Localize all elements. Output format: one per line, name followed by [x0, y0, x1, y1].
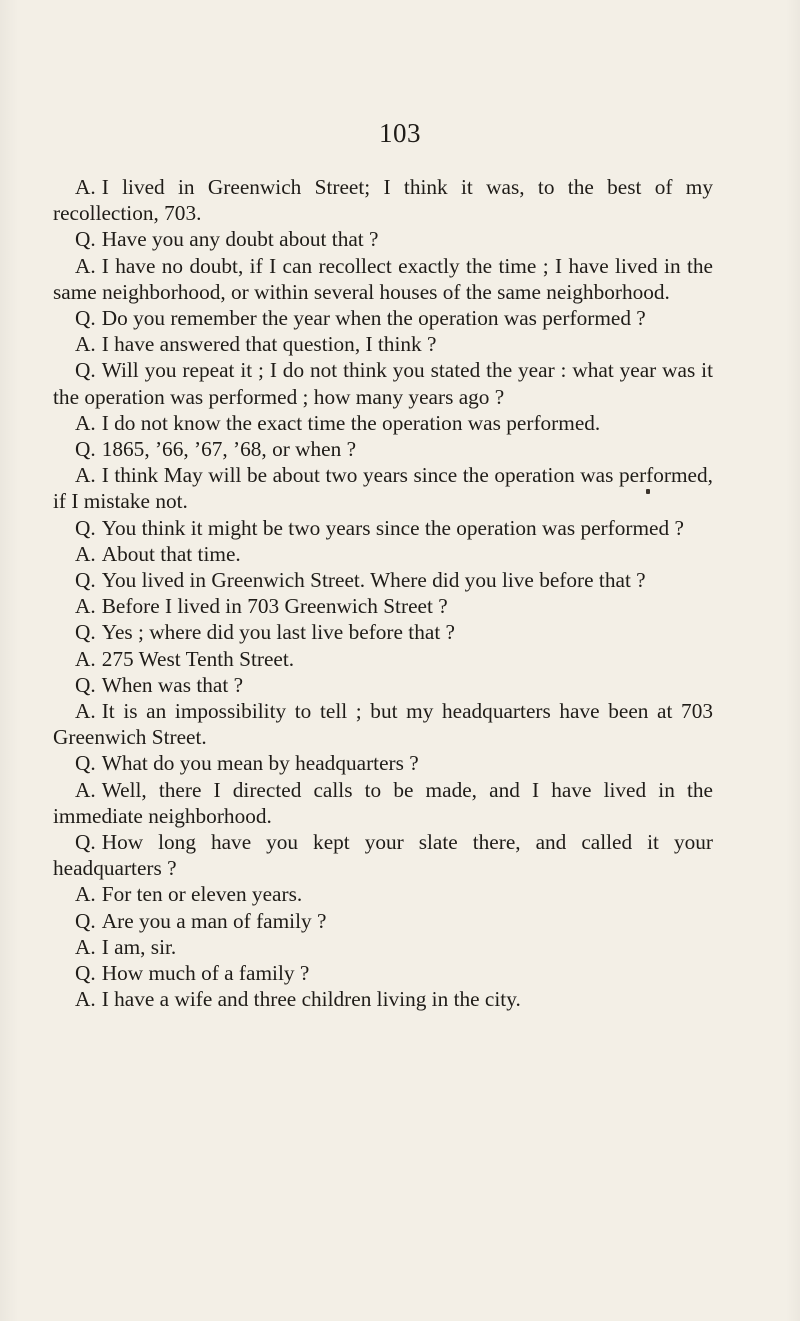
testimony-paragraph: [53, 462, 713, 514]
speaker-label: Q.: [75, 437, 96, 462]
testimony-paragraph: [53, 934, 713, 960]
speaker-label: A.: [75, 777, 96, 802]
print-mark: [646, 489, 650, 494]
testimony-paragraph: [53, 357, 713, 409]
testimony-paragraph: [53, 646, 713, 672]
speaker-label: Q.: [75, 227, 96, 252]
speaker-label: Q.: [75, 568, 96, 593]
paragraph-text: I am, sir.: [101, 934, 177, 959]
paragraph-text: How long have you kept your slate there, and called it your headquarters ?: [53, 830, 713, 881]
paragraph-text: Have you any doubt about that ?: [101, 227, 379, 252]
testimony-paragraph: [53, 960, 713, 986]
testimony-paragraph: [53, 331, 713, 357]
paragraph-text: Are you a man of family ?: [101, 908, 327, 933]
speaker-label: A.: [75, 541, 96, 566]
speaker-label: Q.: [75, 908, 96, 933]
speaker-label: A.: [75, 332, 96, 357]
testimony-paragraph: [53, 541, 713, 567]
paragraph-text: You think it might be two years since the operation was performed ?: [101, 515, 684, 540]
paragraph-text: I do not know the exact time the operation was performed.: [101, 410, 601, 435]
paragraph-text: I have answered that question, I think ?: [101, 332, 437, 357]
testimony-paragraph: [53, 436, 713, 462]
testimony-paragraph: [53, 567, 713, 593]
speaker-label: A.: [75, 175, 96, 199]
paragraph-text: How much of a family ?: [101, 961, 310, 986]
testimony-paragraph: [53, 619, 713, 645]
testimony-paragraph: [53, 515, 713, 541]
speaker-label: A.: [75, 934, 96, 959]
speaker-label: Q.: [75, 672, 96, 697]
paragraph-text: Before I lived in 703 Greenwich Street ?: [101, 594, 448, 619]
speaker-label: A.: [75, 594, 96, 619]
speaker-label: Q.: [75, 358, 96, 383]
testimony-paragraph: [53, 829, 713, 881]
paragraph-text: I have no doubt, if I can recollect exactly the time ; I have lived in the same neighborhood, or within several houses of the same neighborhood.: [53, 253, 713, 304]
testimony-paragraph: [53, 174, 713, 226]
speaker-label: A.: [75, 987, 96, 1012]
paragraph-text: I think May will be about two years since the operation was performed, if I mistake not.: [53, 463, 713, 514]
testimony-paragraph: [53, 672, 713, 698]
paragraph-text: 275 West Tenth Street.: [101, 646, 295, 671]
speaker-label: A.: [75, 410, 96, 435]
paragraph-text: It is an impossibility to tell ; but my headquarters have been at 703 Greenwich Street.: [53, 699, 713, 750]
testimony-paragraph: [53, 881, 713, 907]
speaker-label: A.: [75, 699, 96, 724]
speaker-label: A.: [75, 463, 96, 488]
testimony-paragraph: [53, 593, 713, 619]
speaker-label: A.: [75, 882, 96, 907]
testimony-paragraph: [53, 750, 713, 776]
speaker-label: Q.: [75, 751, 96, 776]
testimony-paragraph: [53, 777, 713, 829]
testimony-paragraph: [53, 986, 713, 1012]
speaker-label: Q.: [75, 306, 96, 331]
paragraph-text: I lived in Greenwich Street; I think it was, to the best of my recollection, 703.: [53, 175, 713, 226]
paragraph-text: When was that ?: [101, 672, 244, 697]
speaker-label: Q.: [75, 830, 96, 855]
paragraph-text: For ten or eleven years.: [101, 882, 303, 907]
paragraph-text: Will you repeat it ; I do not think you stated the year : what year was it the operation was performed ; how many years ago ?: [53, 358, 713, 409]
testimony-paragraph: [53, 305, 713, 331]
speaker-label: Q.: [75, 620, 96, 645]
paragraph-text: Well, there I directed calls to be made, and I have lived in the immediate neighborhood.: [53, 777, 713, 828]
paragraph-text: What do you mean by headquarters ?: [101, 751, 419, 776]
testimony-paragraph: [53, 908, 713, 934]
paragraph-text: You lived in Greenwich Street. Where did you live before that ?: [101, 568, 646, 593]
testimony-paragraph: [53, 226, 713, 252]
testimony-paragraph: [53, 253, 713, 305]
testimony-paragraph: [53, 698, 713, 750]
paragraph-text: I have a wife and three children living in the city.: [101, 987, 521, 1012]
speaker-label: A.: [75, 646, 96, 671]
testimony-paragraph: [53, 410, 713, 436]
paragraph-text: About that time.: [101, 541, 241, 566]
speaker-label: Q.: [75, 515, 96, 540]
page-number: 103: [379, 118, 421, 148]
paragraph-text: Do you remember the year when the operation was performed ?: [101, 306, 646, 331]
paragraph-text: 1865, ’66, ’67, ’68, or when ?: [101, 437, 357, 462]
speaker-label: A.: [75, 253, 96, 278]
speaker-label: Q.: [75, 961, 96, 986]
testimony-text: [53, 174, 713, 1013]
paragraph-text: Yes ; where did you last live before that ?: [101, 620, 456, 645]
